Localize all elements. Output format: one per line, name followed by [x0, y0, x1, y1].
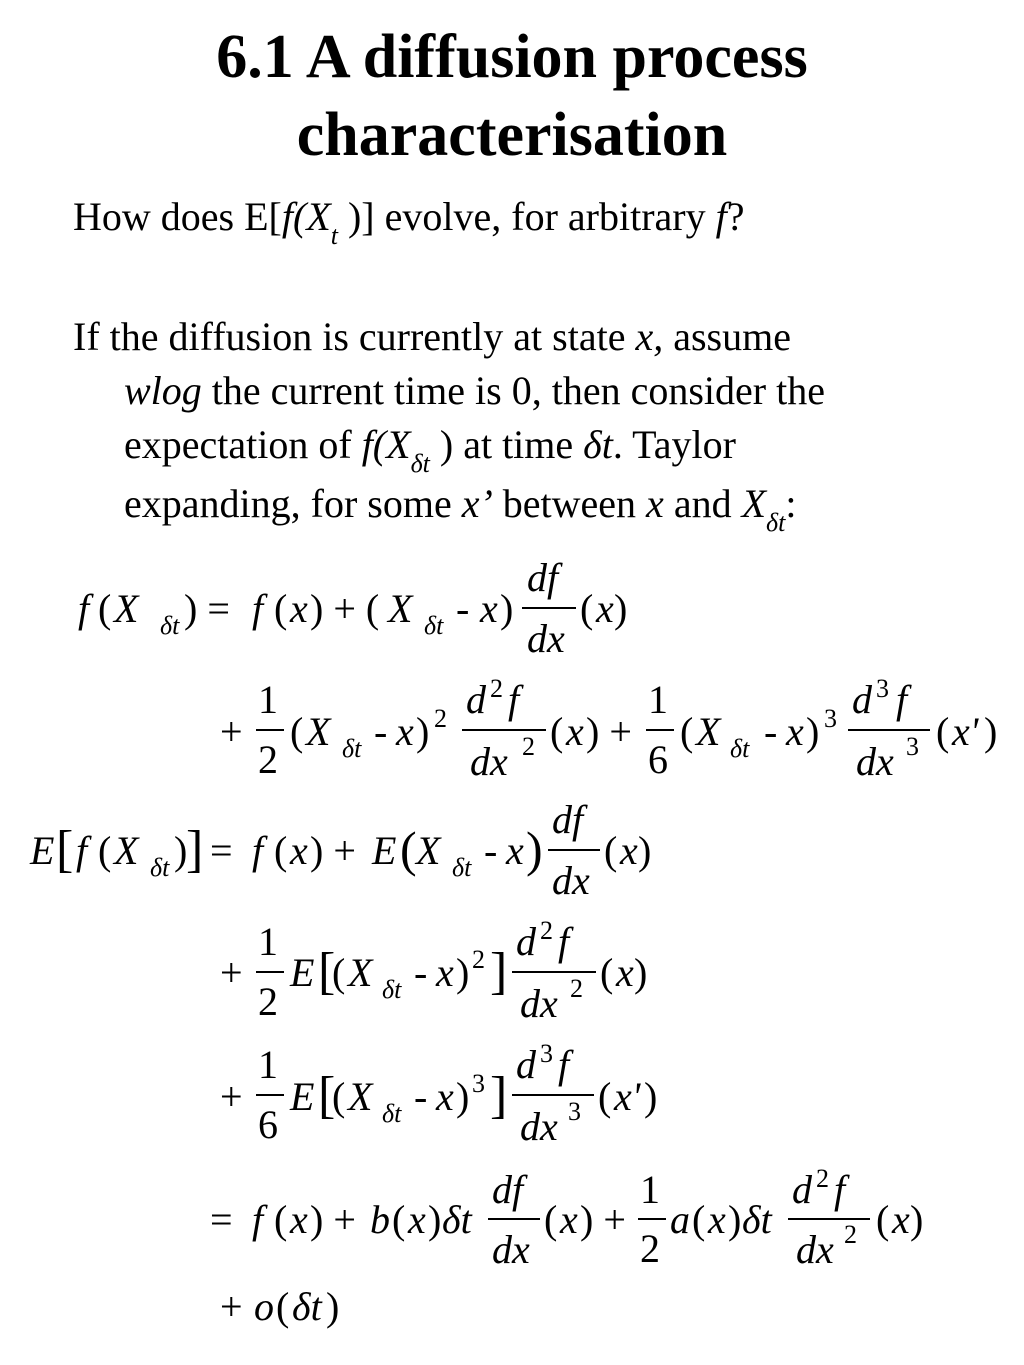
svg-text:]: ] [490, 1067, 508, 1124]
svg-text:): ) [428, 1197, 442, 1242]
eq1-x: x [290, 586, 308, 631]
p-l3a: expectation of [124, 422, 362, 467]
svg-text:[: [ [56, 821, 74, 878]
svg-text:): ) [634, 950, 648, 995]
eq1-x3: x [596, 586, 614, 631]
svg-text:): ) [526, 821, 543, 877]
eq4-E: E [290, 950, 315, 995]
equation-line-1 [78, 555, 627, 661]
eq1-sub2: δt [424, 611, 444, 640]
eq6-dexp: 2 [816, 1164, 829, 1193]
eq5-x: x [436, 1074, 454, 1119]
p-l4a: expanding, for some [124, 481, 462, 526]
svg-text:(: ( [680, 709, 694, 754]
eq6-f: f [252, 1197, 264, 1242]
svg-text:): ) [416, 709, 430, 754]
equation-line-6 [210, 1164, 923, 1272]
eq4-sub: δt [382, 975, 402, 1004]
svg-text:(: ( [936, 709, 950, 754]
svg-text:(: ( [276, 1284, 290, 1329]
p-l1x: x, [635, 314, 664, 359]
svg-text:(: ( [98, 586, 112, 631]
eq3-E: E [30, 828, 55, 873]
svg-text:(: ( [98, 828, 112, 873]
equation-line-2 [220, 674, 997, 784]
eq4-two: 2 [258, 979, 278, 1024]
eq1-df: df [527, 555, 559, 600]
eq3-f: f [76, 828, 88, 873]
eq2-xprime: x' [952, 709, 979, 754]
eq2-x2: x [566, 709, 584, 754]
title-line-1: 6.1 A diffusion process [216, 23, 808, 91]
p-l1a: If the diffusion is currently at state [73, 314, 636, 359]
eq5-dxexp: 3 [568, 1097, 581, 1126]
eq2-dexp: 2 [490, 674, 503, 703]
eq6-dt2: δt [742, 1197, 772, 1242]
eq2-exp2: 2 [434, 704, 447, 733]
svg-text:-: - [414, 950, 428, 995]
question-open: ( [292, 194, 307, 239]
svg-text:): ) [456, 950, 470, 995]
eq2-exp3: 3 [824, 704, 837, 733]
svg-text:(: ( [274, 586, 288, 631]
svg-text:(: ( [544, 1197, 558, 1242]
eq6-x3: x [560, 1197, 578, 1242]
eq2-dexp3: 3 [876, 674, 889, 703]
p-l4c: and [663, 481, 742, 526]
eq2-sub: δt [342, 734, 362, 763]
eq6-f2: f [834, 1167, 846, 1212]
eq3-x: x [290, 828, 308, 873]
eq4-f: f [558, 919, 570, 964]
eq3-f2: f [252, 828, 264, 873]
p-l4X: X [741, 481, 767, 526]
question-X: X [306, 194, 331, 239]
eq5-one: 1 [258, 1042, 278, 1087]
svg-text:): ) [614, 586, 628, 631]
eq6-df: df [492, 1167, 524, 1212]
eq4-x: x [436, 950, 454, 995]
svg-text:=: = [210, 828, 233, 873]
eq6-a: a [670, 1197, 690, 1242]
eq1-f: f [78, 586, 90, 631]
question-pre: How does E[ [73, 194, 282, 239]
eq1-sub: δt [160, 611, 180, 640]
svg-text:-: - [764, 709, 778, 754]
eq3-x2: x [506, 828, 524, 873]
eq2-f2: f [896, 677, 908, 722]
p-l4-sub: δt [766, 508, 786, 537]
p-l4x2: x [646, 481, 664, 526]
svg-text:): ) [806, 709, 820, 754]
svg-text:+: + [220, 709, 243, 754]
eq5-xprime: x' [614, 1074, 641, 1119]
eq5-sub: δt [382, 1099, 402, 1128]
eq7-o: o [254, 1284, 274, 1329]
eq3-E2: E [372, 828, 397, 873]
equation-line-7 [220, 1284, 339, 1329]
svg-text:(: ( [274, 1197, 288, 1242]
svg-text:(: ( [876, 1197, 890, 1242]
eq1-X2: X [388, 586, 413, 631]
svg-text:(: ( [692, 1197, 706, 1242]
eq6-x: x [290, 1197, 308, 1242]
svg-text:[: [ [318, 943, 336, 1000]
p-l4x: x’ [461, 481, 493, 526]
eq5-dx: dx [520, 1104, 558, 1149]
eq6-dx: dx [492, 1227, 530, 1272]
svg-text:(: ( [274, 828, 288, 873]
eq1-dx: dx [527, 616, 565, 661]
svg-text:-: - [456, 586, 470, 631]
p-l3dt: δt [583, 422, 613, 467]
eq5-E: E [290, 1074, 315, 1119]
equation-line-4 [220, 916, 647, 1026]
svg-text:(: ( [392, 1197, 406, 1242]
eq2-sub2: δt [730, 734, 750, 763]
p-l3-sub: δt [410, 449, 430, 478]
eq5-dexp: 3 [540, 1039, 553, 1068]
p-l3c: . Taylor [612, 422, 736, 467]
svg-text:(: ( [332, 950, 346, 995]
svg-text:(: ( [600, 950, 614, 995]
eq2-one2: 1 [648, 677, 668, 722]
svg-text:-: - [484, 828, 498, 873]
svg-text:): ) [910, 1197, 924, 1242]
svg-text:(: ( [332, 1074, 346, 1119]
p-l3b: ) at time [429, 422, 584, 467]
eq6-dt: δt [442, 1197, 472, 1242]
svg-text:+: + [220, 950, 243, 995]
eq2-one: 1 [258, 677, 278, 722]
equation-line-3 [29, 797, 651, 903]
eq5-d: d [516, 1042, 536, 1087]
eq6-x2: x [408, 1197, 426, 1242]
eq2-dxexp3: 3 [906, 732, 919, 761]
svg-text:(: ( [400, 821, 417, 877]
question-mark: ? [726, 194, 745, 239]
p-l4b: between [492, 481, 647, 526]
eq4-dxexp: 2 [570, 974, 583, 1003]
question-post: )] evolve, for arbitrary [337, 194, 716, 239]
eq2-two: 2 [258, 737, 278, 782]
eq4-d: d [516, 919, 536, 964]
eq5-exp3: 3 [472, 1069, 485, 1098]
svg-text:(: ( [580, 586, 594, 631]
svg-text:]: ] [186, 821, 204, 878]
equation-line-5 [220, 1039, 657, 1149]
eq4-dx: dx [520, 981, 558, 1026]
eq3-x3: x [620, 828, 638, 873]
eq6-dx2: dx [796, 1227, 834, 1272]
question-f2: f [715, 194, 727, 239]
eq2-d: d [466, 677, 486, 722]
eq3-X: X [114, 828, 139, 873]
svg-text:(: ( [290, 709, 304, 754]
svg-text:+: + [220, 1284, 243, 1329]
eq2-dxexp: 2 [522, 732, 535, 761]
eq6-one: 1 [640, 1167, 660, 1212]
svg-text:+: + [220, 1074, 243, 1119]
eq5-six: 6 [258, 1102, 278, 1147]
eq2-X2: X [696, 709, 721, 754]
svg-text:(: ( [550, 709, 564, 754]
eq1-f2: f [252, 586, 264, 631]
eq6-b: b [370, 1197, 390, 1242]
svg-text:(: ( [598, 1074, 612, 1119]
svg-text:) +: ) + [310, 1197, 356, 1242]
eq2-f: f [508, 677, 520, 722]
p-l2b: the current time is 0, then consider the [201, 368, 825, 413]
eq2-dx2: dx [856, 739, 894, 784]
svg-text:[: [ [318, 1067, 336, 1124]
svg-text:=: = [210, 1197, 233, 1242]
eq4-x2: x [616, 950, 634, 995]
svg-text:): ) [456, 1074, 470, 1119]
eq6-two: 2 [640, 1226, 660, 1271]
question-f: f [281, 194, 293, 239]
eq4-exp2: 2 [472, 945, 485, 974]
svg-text:-: - [414, 1074, 428, 1119]
eq6-x4: x [708, 1197, 726, 1242]
eq5-X: X [348, 1074, 373, 1119]
svg-text:) =: ) = [184, 586, 230, 631]
eq3-sub2: δt [452, 853, 472, 882]
eq2-X: X [306, 709, 331, 754]
eq3-dx: dx [552, 858, 590, 903]
eq3-sub: δt [150, 853, 170, 882]
eq2-x: x [396, 709, 414, 754]
p-l1b: assume [663, 314, 791, 359]
eq1-X: X [114, 586, 139, 631]
eq4-dexp: 2 [540, 916, 553, 945]
eq2-x3: x [786, 709, 804, 754]
svg-text:(: ( [604, 828, 618, 873]
svg-text:) + (: ) + ( [310, 586, 380, 631]
svg-text:): ) [500, 586, 514, 631]
eq2-dx: dx [470, 739, 508, 784]
question-sub-t: t [330, 221, 338, 250]
eq4-one: 1 [258, 919, 278, 964]
svg-text:): ) [326, 1284, 340, 1329]
eq3-df: df [552, 797, 584, 842]
svg-text:): ) [174, 828, 188, 873]
eq2-d2: d [852, 677, 872, 722]
svg-text:) +: ) + [586, 709, 632, 754]
eq2-six: 6 [648, 737, 668, 782]
svg-text:) +: ) + [580, 1197, 626, 1242]
svg-text:): ) [638, 828, 652, 873]
svg-text:) +: ) + [310, 828, 356, 873]
svg-text:]: ] [490, 943, 508, 1000]
eq7-dt: δt [292, 1284, 322, 1329]
svg-text:-: - [374, 709, 388, 754]
eq1-x2: x [480, 586, 498, 631]
svg-text:): ) [728, 1197, 742, 1242]
p-l3f: f(X [361, 422, 411, 467]
title-line-2: characterisation [296, 101, 728, 169]
eq4-X: X [348, 950, 373, 995]
svg-text:): ) [984, 709, 998, 754]
eq3-X2: X [416, 828, 441, 873]
p-l2a: wlog [124, 368, 202, 413]
eq5-f: f [558, 1042, 570, 1087]
eq6-dxexp: 2 [844, 1220, 857, 1249]
svg-text:): ) [644, 1074, 658, 1119]
eq6-x5: x [892, 1197, 910, 1242]
p-l4e: : [785, 481, 797, 526]
eq6-d: d [792, 1167, 812, 1212]
